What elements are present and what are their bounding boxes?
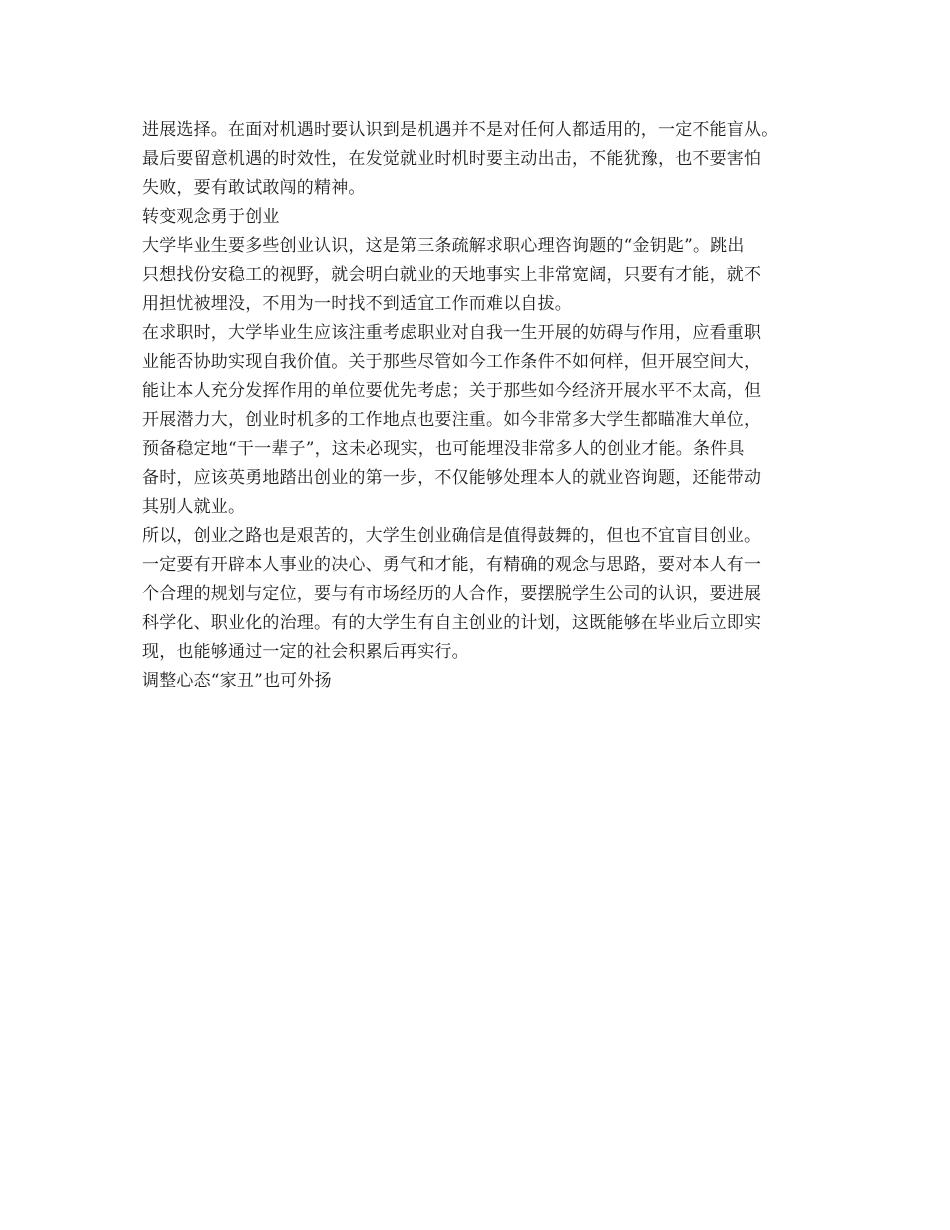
paragraph-line: 科学化、职业化的治理。有的大学生有自主创业的计划，这既能够在毕业后立即实: [142, 613, 762, 633]
paragraph-line: 失败，要有敢试敢闯的精神。: [142, 178, 366, 198]
paragraph-line: 最后要留意机遇的时效性，在发觉就业时机时要主动出击，不能犹豫，也不要害怕: [142, 149, 762, 169]
paragraph-line: 一定要有开辟本人事业的决心、勇气和才能，有精确的观念与思路，要对本人有一: [142, 555, 762, 575]
paragraph-line: 现，也能够通过一定的社会积累后再实行。: [142, 642, 469, 662]
paragraph-line: 预备稳定地“干一辈子”，这未必现实，也可能埋没非常多人的创业才能。条件具: [142, 439, 745, 459]
paragraph-line: 能让本人充分发挥作用的单位要优先考虑；关于那些如今经济开展水平不太高，但: [142, 381, 762, 401]
paragraph-line: 在求职时，大学毕业生应该注重考虑职业对自我一生开展的妨碍与作用，应看重职: [142, 323, 762, 343]
paragraph-line: 业能否协助实现自我价值。关于那些尽管如今工作条件不如何样，但开展空间大，: [142, 352, 762, 372]
paragraph-line: 用担忧被埋没，不用为一时找不到适宜工作而难以自拔。: [142, 294, 572, 314]
paragraph-line: 所以，创业之路也是艰苦的，大学生创业确信是值得鼓舞的，但也不宜盲目创业。: [142, 526, 762, 546]
section-heading: 转变观念勇于创业: [142, 207, 280, 227]
paragraph-line: 备时，应该英勇地踏出创业的第一步，不仅能够处理本人的就业咨询题，还能带动: [142, 468, 762, 488]
paragraph-line: 个合理的规划与定位，要与有市场经历的人合作，要摆脱学生公司的认识，要进展: [142, 584, 762, 604]
paragraph-line: 进展选择。在面对机遇时要认识到是机遇并不是对任何人都适用的，一定不能盲从。: [142, 120, 779, 140]
paragraph-line: 开展潜力大，创业时机多的工作地点也要注重。如今非常多大学生都瞄准大单位，: [142, 410, 762, 430]
paragraph-line: 只想找份安稳工的视野，就会明白就业的天地事实上非常宽阔，只要有才能，就不: [142, 265, 762, 285]
section-heading: 调整心态“家丑”也可外扬: [142, 671, 332, 691]
paragraph-line: 其别人就业。: [142, 497, 246, 517]
paragraph-line: 大学毕业生要多些创业认识，这是第三条疏解求职心理咨询题的“金钥匙”。跳出: [142, 236, 745, 256]
document-body: [142, 116, 842, 696]
